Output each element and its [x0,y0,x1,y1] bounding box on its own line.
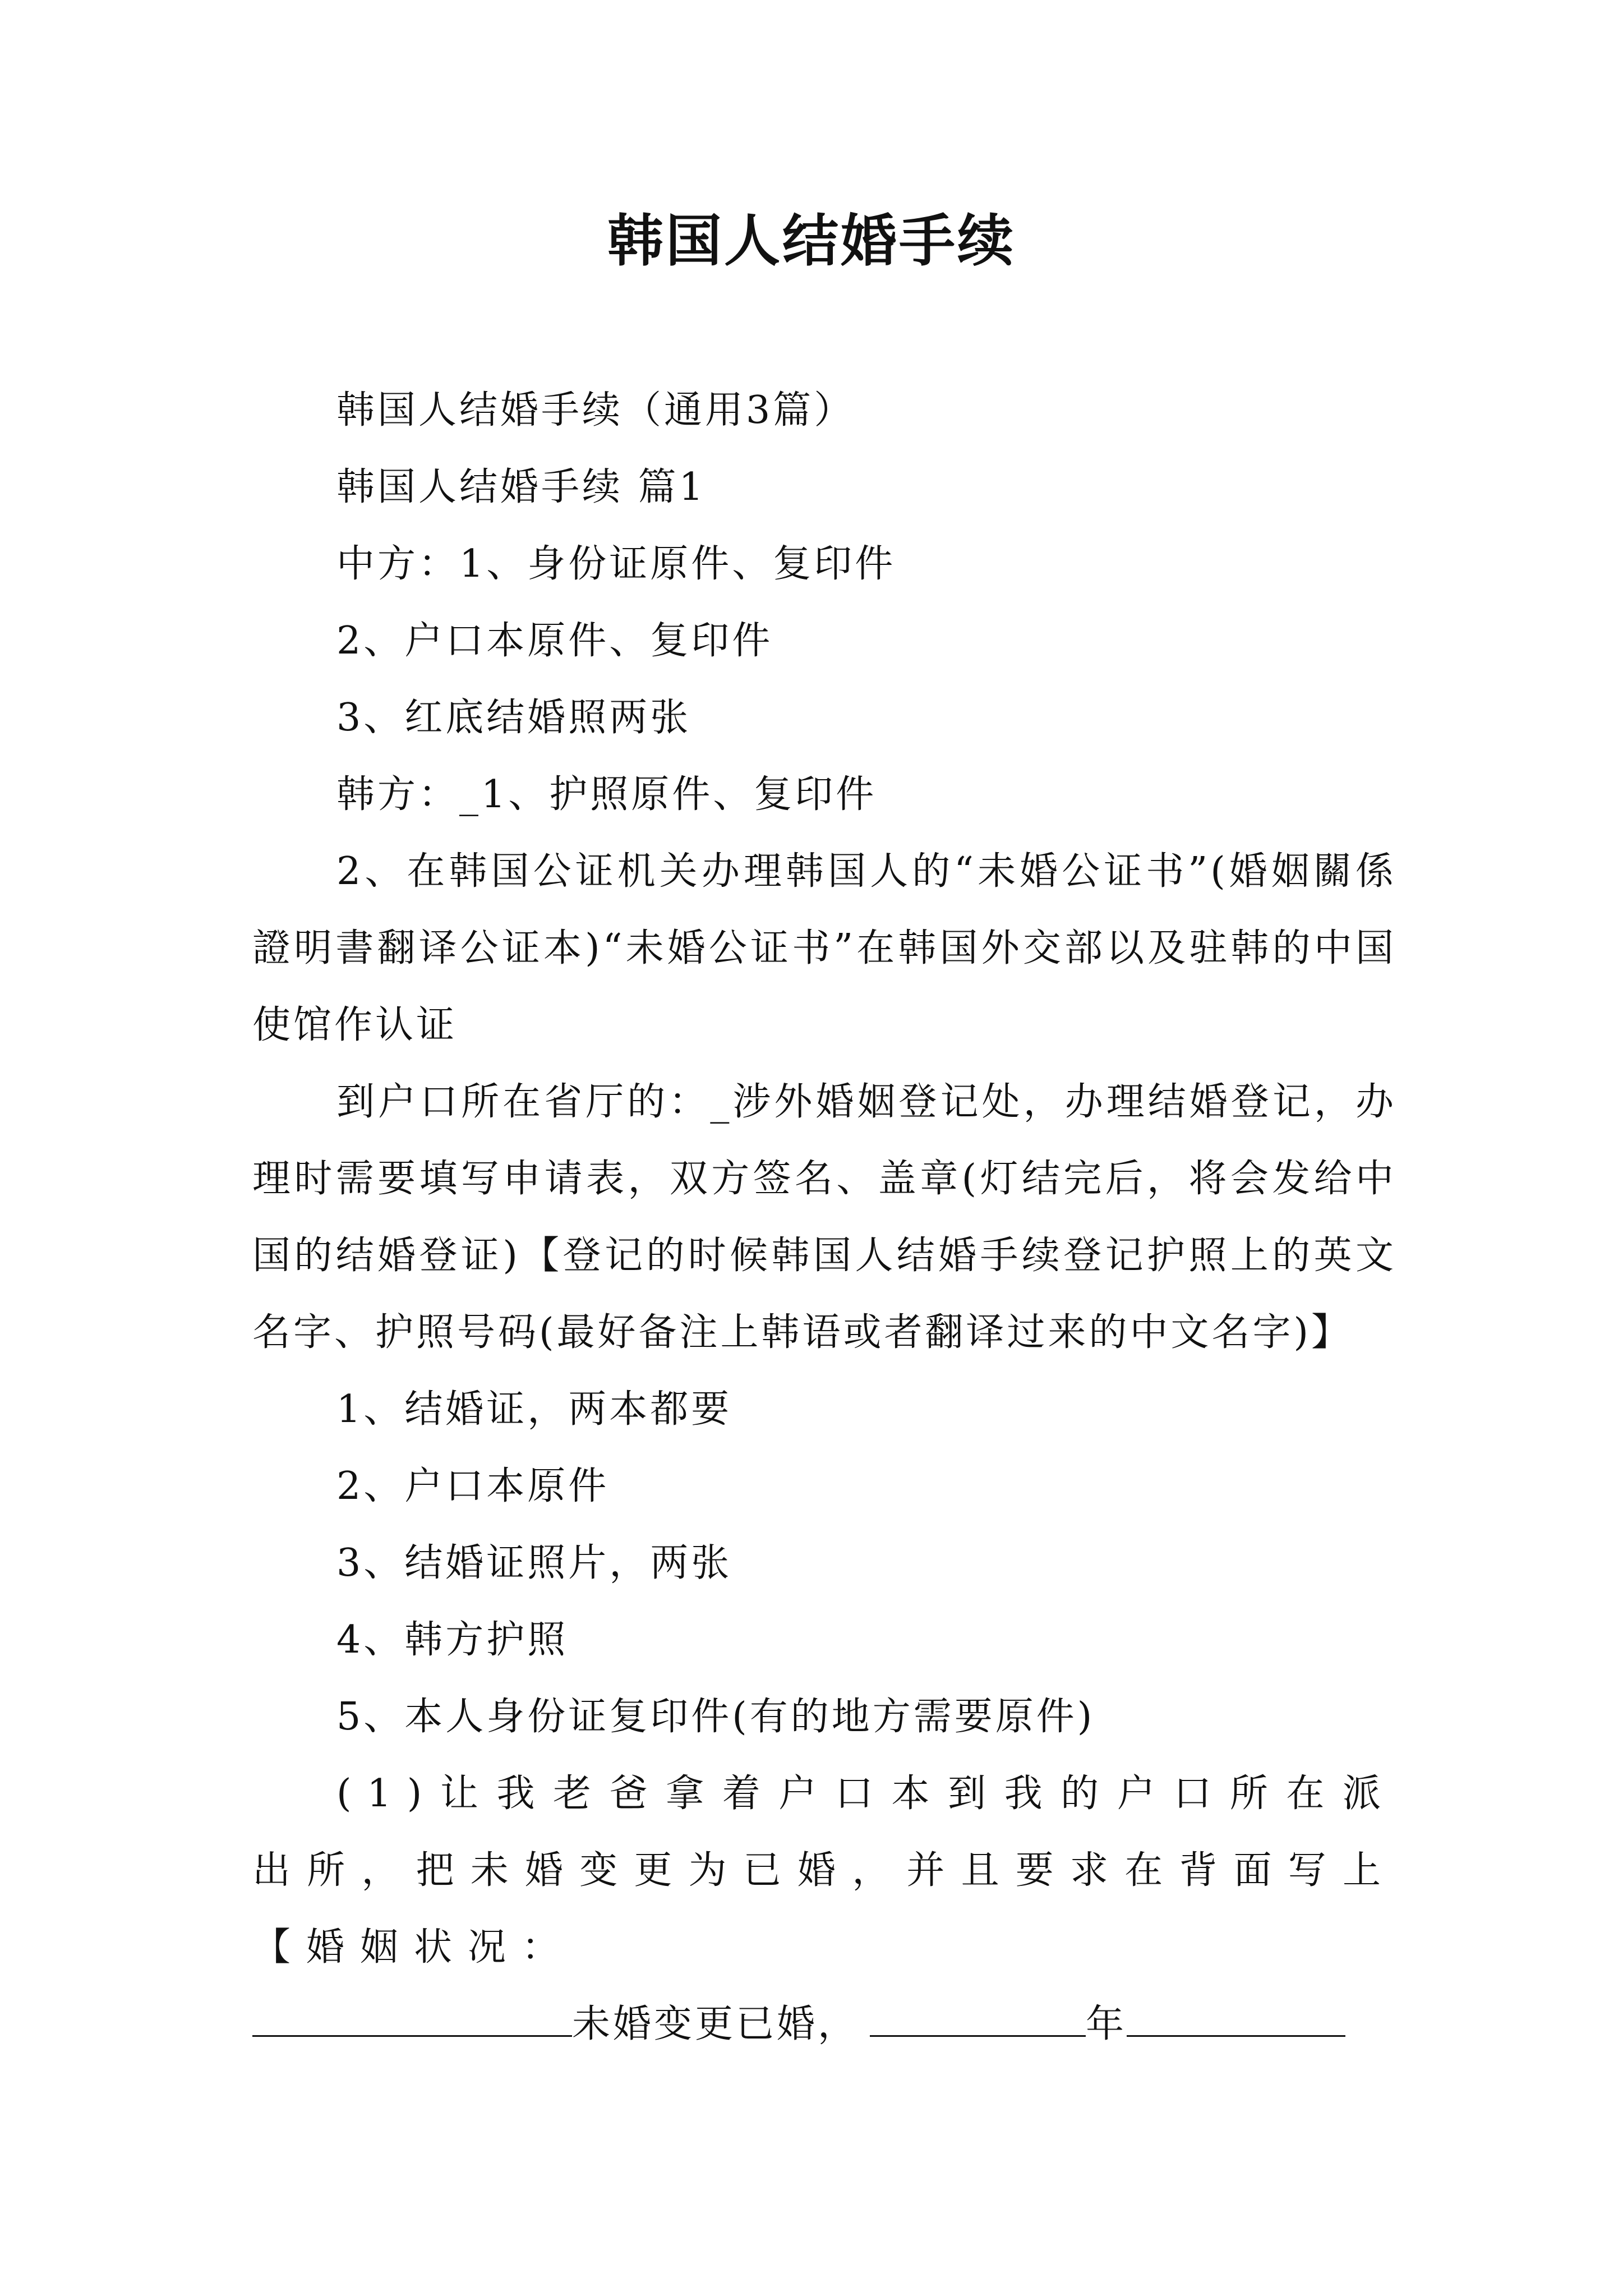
paragraph-china-item-1: 中方：1、身份证原件、复印件 [336,542,896,586]
fill-in-line [252,1986,1396,2063]
paragraph-list-item-3: 3、结婚证照片，两张 [336,1541,732,1585]
paragraph-korea-item-1: 韩方：_1、护照原件、复印件 [336,772,877,817]
paragraph-china-item-3: 3、红底结婚照两张 [336,696,691,740]
paragraph-registration: 到户口所在省厅的：_涉外婚姻登记处，办理结婚登记，办理时需要填写申请表，双方签名、盖章(灯结完后，将会发给中国的结婚登证)【登记的时候韩国人结婚手续登记护照上的英文名字、护照号码(最好备注上韩语或者翻译过来的中文名字)】 [252,1080,1396,1355]
fill-blank-trailing [1127,1996,1345,2037]
paragraph-list-item-5: 5、本人身份证复印件(有的地方需要原件) [336,1695,1095,1739]
paragraph-step-1: (1)让我老爸拿着户口本到我的户口所在派出所，把未婚变更为已婚，并且要求在背面写上【婚姻状况： [252,1772,1396,1970]
document-body [252,372,1396,2063]
paragraph-list-item-1: 1、结婚证，两本都要 [336,1387,732,1432]
fill-text-status: 未婚变更已婚， [572,2002,859,2046]
paragraph-list-item-2: 2、户口本原件 [336,1464,610,1508]
fill-blank-year [870,1996,1086,2037]
paragraph-china-item-2: 2、户口本原件、复印件 [336,619,773,663]
paragraph-section-heading: 韩国人结婚手续 篇1 [336,465,706,509]
document-title: 韩国人结婚手续 [607,208,1016,274]
paragraph-list-item-4: 4、韩方护照 [336,1618,569,1662]
paragraph-subtitle: 韩国人结婚手续（通用3篇） [336,388,855,432]
paragraph-korea-item-2: 2、在韩国公证机关办理韩国人的“未婚公证书”(婚姻關係證明書翻译公证本)“未婚公证书”在韩国外交部以及驻韩的中国使馆作认证 [252,849,1396,1047]
fill-blank [252,1996,572,2037]
fill-text-year: 年 [1086,2002,1127,2046]
